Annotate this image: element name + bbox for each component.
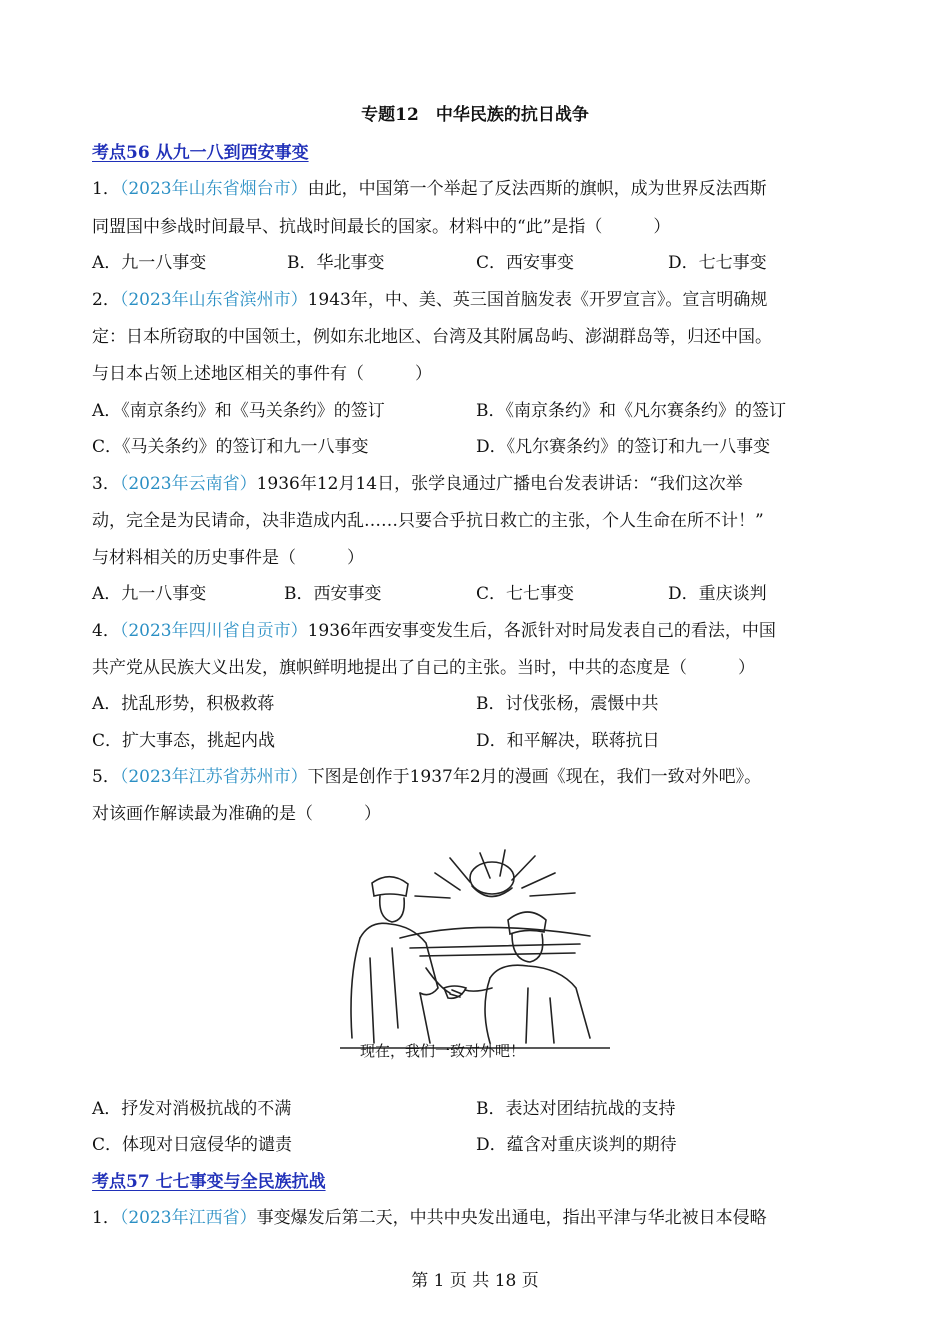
question-number: 4． — [92, 621, 120, 641]
question-5-line-1 — [92, 762, 867, 787]
question-source: （2023年江苏省苏州市） — [119, 767, 308, 787]
question-number: 3． — [92, 474, 120, 494]
question-source: （2023年云南省） — [119, 474, 257, 494]
question-5-line-2: 对该画作解读最为准确的是（ ） — [92, 804, 381, 824]
q1-option-a: A．九一八事变 — [92, 253, 207, 273]
question-source: （2023年江西省） — [119, 1208, 257, 1228]
question-2-line-3: 与日本占领上述地区相关的事件有（ ） — [92, 364, 432, 384]
question-source: （2023年山东省滨州市） — [119, 290, 308, 310]
q3-option-a: A．九一八事变 — [92, 584, 207, 604]
q4-option-d: D．和平解决，联蒋抗日 — [476, 731, 660, 751]
q5-option-c: C．体现对日寇侵华的谴责 — [92, 1135, 293, 1155]
question-number: 1． — [92, 1208, 120, 1228]
cartoon-illustration — [340, 848, 610, 1063]
question-3-line-1 — [92, 469, 867, 494]
q5-option-d: D．蕴含对重庆谈判的期待 — [476, 1135, 677, 1155]
q4-option-b: B．讨伐张杨，震慑中共 — [476, 694, 659, 714]
q2-option-c: C．《马关条约》的签订和九一八事变 — [92, 437, 369, 457]
question-number: 5． — [92, 767, 120, 787]
q4-option-c: C．扩大事态，挑起内战 — [92, 731, 276, 751]
question-text: 1943年，中、美、英三国首脑发表《开罗宣言》。宣言明确规 — [307, 290, 768, 310]
q4-option-a: A．扰乱形势，积极救蒋 — [92, 694, 275, 714]
q5-option-b: B．表达对团结抗战的支持 — [476, 1099, 676, 1119]
section-heading-56[interactable]: 考点56 从九一八到西安事变 — [92, 143, 309, 163]
q2-option-a: A．《南京条约》和《马关条约》的签订 — [92, 401, 385, 421]
page-footer: 第 1 页 共 18 页 — [411, 1271, 539, 1291]
question-text: 由此，中国第一个举起了反法西斯的旗帜，成为世界反法西斯 — [307, 179, 767, 199]
question-2-line-1 — [92, 285, 867, 310]
question-4-line-2: 共产党从民族大义出发，旗帜鲜明地提出了自己的主张。当时，中共的态度是（ ） — [92, 658, 755, 678]
question-text: 下图是创作于1937年2月的漫画《现在，我们一致对外吧》。 — [307, 767, 762, 787]
question-3-line-2: 动，完全是为民请命，决非造成内乱……只要合乎抗日救亡的主张，个人生命在所不计！” — [92, 511, 764, 531]
question-source: （2023年四川省自贡市） — [119, 621, 308, 641]
q3-option-d: D．重庆谈判 — [668, 584, 767, 604]
question-6-line-1 — [92, 1203, 867, 1228]
question-1-line-2: 同盟国中参战时间最早、抗战时间最长的国家。材料中的“此”是指（ ） — [92, 217, 671, 237]
q2-option-b: B．《南京条约》和《凡尔赛条约》的签订 — [476, 401, 786, 421]
question-text: 1936年西安事变发生后，各派针对时局发表自己的看法，中国 — [307, 621, 776, 641]
question-2-line-2: 定：日本所窃取的中国领土，例如东北地区、台湾及其附属岛屿、澎湖群岛等，归还中国。 — [92, 327, 772, 347]
cartoon-caption: 现在，我们一致对外吧！ — [360, 1044, 526, 1060]
q3-option-b: B．西安事变 — [284, 584, 382, 604]
q5-option-a: A．抒发对消极抗战的不满 — [92, 1099, 292, 1119]
question-number: 1． — [92, 179, 120, 199]
question-text: 1936年12月14日，张学良通过广播电台发表讲话：“我们这次举 — [256, 474, 743, 494]
q1-option-d: D．七七事变 — [668, 253, 767, 273]
q3-option-c: C．七七事变 — [476, 584, 575, 604]
question-text: 事变爆发后第二天，中共中央发出通电，指出平津与华北被日本侵略 — [256, 1208, 767, 1228]
q1-option-c: C．西安事变 — [476, 253, 575, 273]
section-heading-57[interactable]: 考点57 七七事变与全民族抗战 — [92, 1172, 326, 1192]
page-title: 专题12 中华民族的抗日战争 — [361, 105, 589, 125]
question-source: （2023年山东省烟台市） — [119, 179, 308, 199]
q1-option-b: B．华北事变 — [287, 253, 385, 273]
question-4-line-1 — [92, 616, 867, 641]
question-number: 2． — [92, 290, 120, 310]
question-1-line-1 — [92, 174, 867, 199]
q2-option-d: D．《凡尔赛条约》的签订和九一八事变 — [476, 437, 771, 457]
question-3-line-3: 与材料相关的历史事件是（ ） — [92, 548, 364, 568]
